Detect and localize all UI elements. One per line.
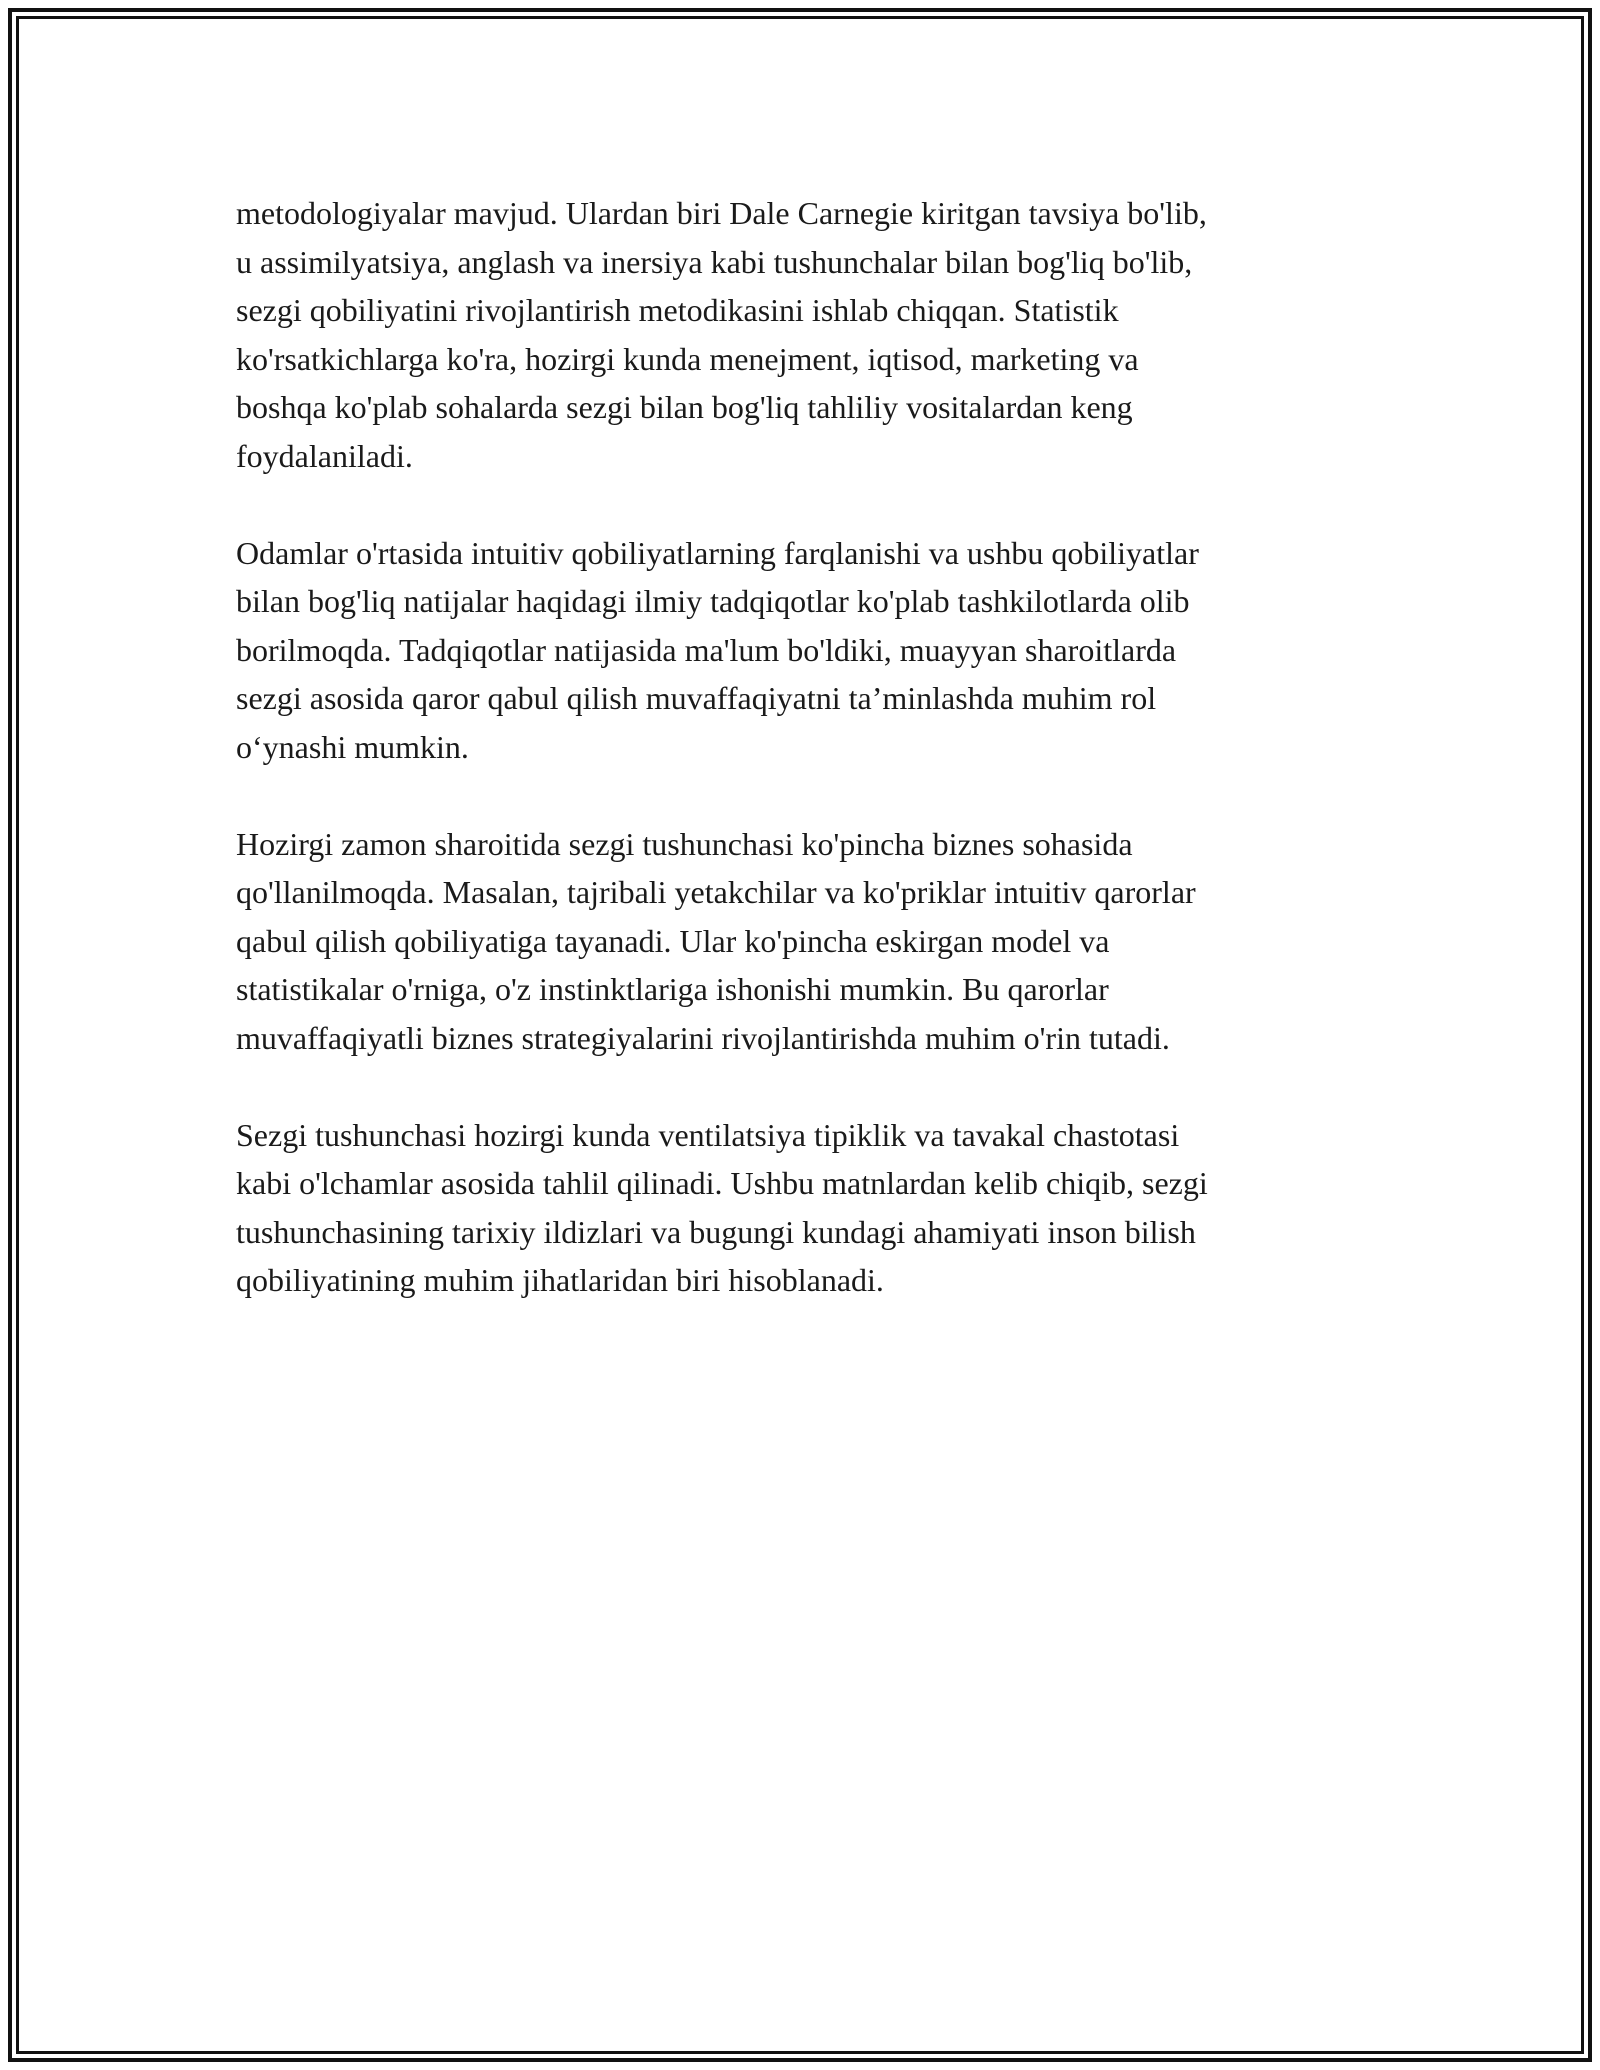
text-line: qabul qilish qobiliyatiga tayanadi. Ular ko'pincha eskirgan model va	[236, 922, 1110, 959]
document-body	[236, 189, 1366, 1353]
text-line: bilan bog'liq natijalar haqidagi ilmiy tadqiqotlar ko'plab tashkilotlarda olib	[236, 583, 1190, 619]
text-line: qobiliyatining muhim jihatlaridan biri hisoblanadi.	[236, 1262, 884, 1298]
paragraph-1	[236, 189, 1366, 480]
text-line: u assimilyatsiya, anglash va inersiya kabi tushunchalar bilan bog'liq bo'lib,	[236, 243, 1193, 280]
text-line: sezgi qobiliyatini rivojlantirish metodikasini ishlab chiqqan. Statistik	[236, 292, 1119, 328]
paragraph-3	[236, 820, 1366, 1063]
paragraph-4	[236, 1111, 1366, 1305]
text-line: qo'llanilmoqda. Masalan, tajribali yetakchilar va ko'priklar intuitiv qarorlar	[236, 874, 1196, 910]
text-line: ko'rsatkichlarga ko'ra, hozirgi kunda menejment, iqtisod, marketing va	[236, 340, 1139, 377]
text-line: borilmoqda. Tadqiqotlar natijasida ma'lum bo'ldiki, muayyan sharoitlarda	[236, 631, 1177, 668]
text-line: sezgi asosida qaror qabul qilish muvaffaqiyatni ta’minlashda muhim rol	[236, 680, 1157, 716]
text-line: Odamlar o'rtasida intuitiv qobiliyatlarning farqlanishi va ushbu qobiliyatlar	[236, 534, 1199, 571]
text-line: foydalaniladi.	[236, 437, 413, 474]
text-line: statistikalar o'rniga, o'z instinktlariga ishonishi mumkin. Bu qarorlar	[236, 971, 1109, 1007]
text-line: muvaffaqiyatli biznes strategiyalarini rivojlantirishda muhim o'rin tutadi.	[236, 1019, 1170, 1056]
text-line: o‘ynashi mumkin.	[236, 728, 469, 765]
text-line: kabi o'lchamlar asosida tahlil qilinadi. Ushbu matnlardan kelib chiqib, sezgi	[236, 1165, 1208, 1201]
text-line: Sezgi tushunchasi hozirgi kunda ventilatsiya tipiklik va tavakal chastotasi	[236, 1116, 1180, 1153]
text-line: boshqa ko'plab sohalarda sezgi bilan bog'liq tahliliy vositalardan keng	[236, 389, 1133, 425]
text-line: Hozirgi zamon sharoitida sezgi tushunchasi ko'pincha biznes sohasida	[236, 825, 1133, 862]
text-line: tushunchasining tarixiy ildizlari va bugungi kundagi ahamiyati inson bilish	[236, 1213, 1196, 1250]
paragraph-2	[236, 529, 1366, 772]
text-line: metodologiyalar mavjud. Ulardan biri Dale Carnegie kiritgan tavsiya bo'lib,	[236, 195, 1207, 231]
